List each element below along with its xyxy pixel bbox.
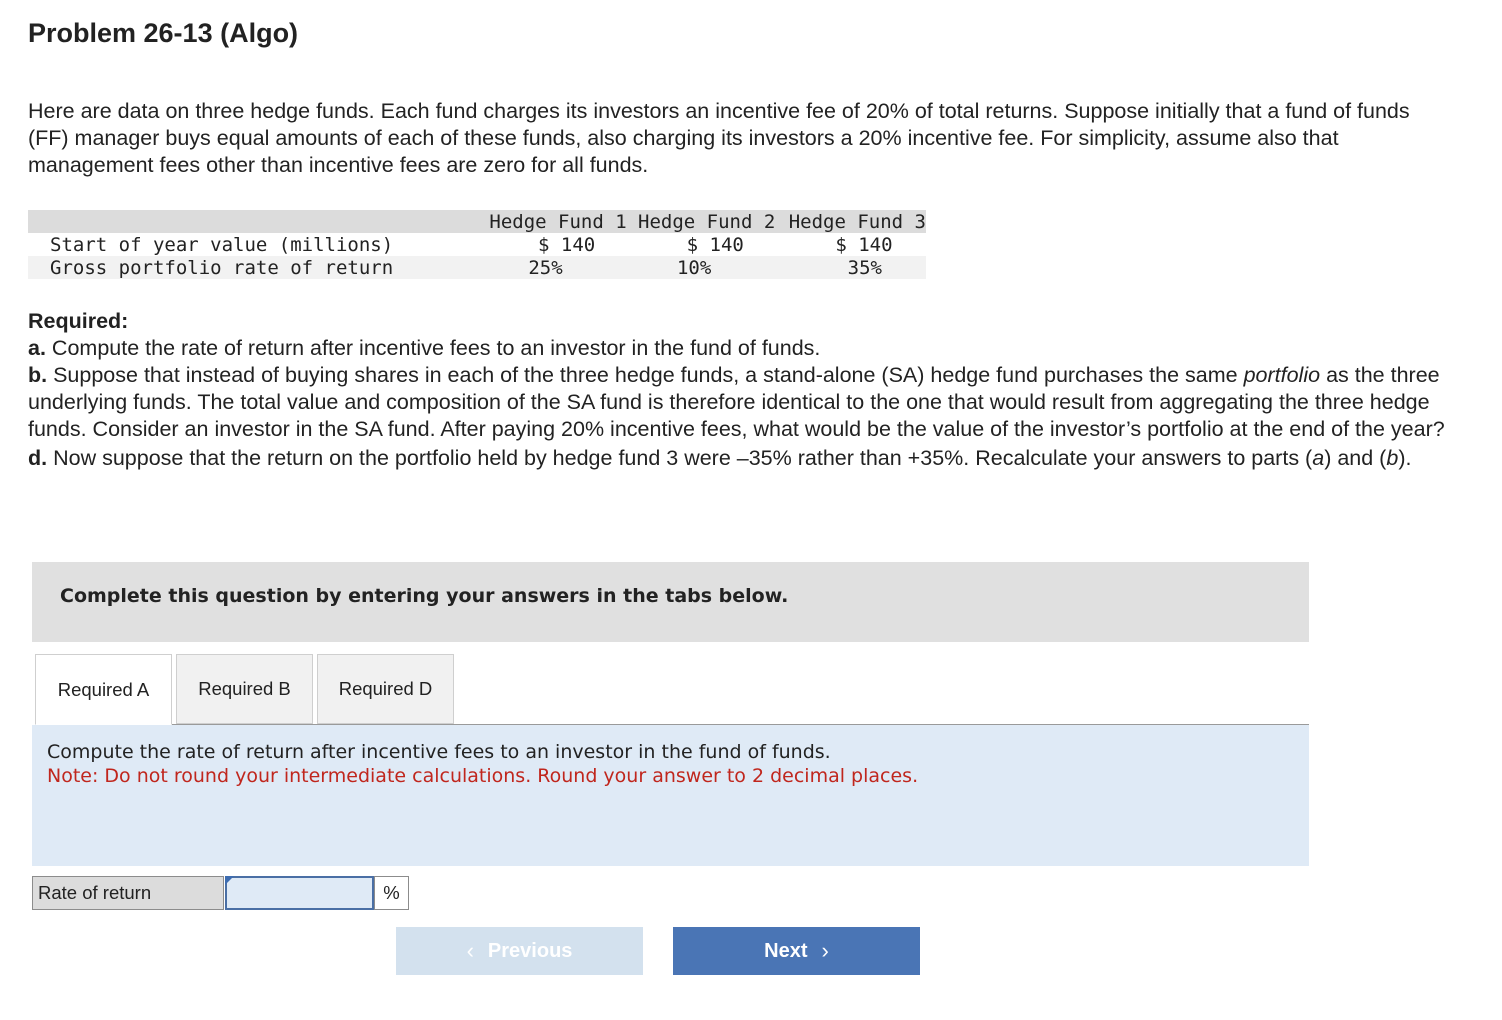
panel-note: Note: Do not round your intermediate calculations. Round your answer to 2 decimal places. <box>47 765 919 787</box>
required-d-part-a: a <box>1312 446 1325 470</box>
question-panel <box>32 725 1309 866</box>
rate-of-return-input[interactable] <box>225 876 374 910</box>
table-cell: $ 140 <box>538 233 596 256</box>
table-cell: $ 140 <box>686 233 744 256</box>
page-title: Problem 26-13 (Algo) <box>28 18 299 48</box>
table-header-cell: Hedge Fund 2 <box>627 210 776 233</box>
required-b-text-2: as the three underlying funds. The total value and composition of the SA fund is therefore identical to the one that would result from aggregating the three hedge funds. Consider an investor in the SA fund. After paying 20% incentive fees, what would be the value of the investor’s portfolio at the end of the year? <box>28 363 1445 441</box>
required-heading: Required: <box>28 309 129 333</box>
rate-of-return-label: Rate of return <box>32 876 224 910</box>
intro-paragraph: Here are data on three hedge funds. Each fund charges its investors an incentive fee of 20% of total returns. Suppose initially that a fund of funds (FF) manager buys equal amounts of each of these funds, also charging its investors a 20% incentive fee. For simplicity, assume also that management fees other than incentive fees are zero for all funds. <box>28 99 1410 177</box>
table-header-row <box>28 210 926 233</box>
required-b-label: b. <box>28 363 48 387</box>
required-a-text: Compute the rate of return after incentive fees to an investor in the fund of funds. <box>51 336 821 360</box>
table-row <box>28 233 926 256</box>
row-label: Start of year value (millions) <box>50 233 394 256</box>
table-cell: 35% <box>775 256 926 279</box>
required-a-label: a. <box>28 336 46 360</box>
chevron-right-icon: › <box>821 938 829 963</box>
required-d-part-b: b <box>1386 446 1399 470</box>
next-button[interactable] <box>673 927 920 975</box>
input-flag-icon <box>225 876 234 885</box>
tab-required-b[interactable]: Required B <box>176 654 313 724</box>
required-d: d. Now suppose that the return on the portfolio held by hedge fund 3 were –35% rather than +35%. Recalculate your answers to parts (a) and (b). <box>28 446 1412 470</box>
tab-required-d[interactable]: Required D <box>317 654 454 724</box>
chevron-left-icon: ‹ <box>466 938 474 963</box>
required-d-text: Now suppose that the return on the portfolio held by hedge fund 3 were –35% rather than +35%. Recalculate your answers to parts <box>53 446 1300 470</box>
panel-question: Compute the rate of return after incentive fees to an investor in the fund of funds. <box>47 741 831 763</box>
required-d-and: and <box>1337 446 1374 470</box>
table-header-cell: Hedge Fund 1 <box>478 210 627 233</box>
required-d-label: d. <box>28 446 48 470</box>
previous-label: Previous <box>487 939 573 962</box>
table-cell: $ 140 <box>835 233 893 256</box>
table-cell: 10% <box>627 256 776 279</box>
hedge-fund-table <box>28 210 926 279</box>
banner-text: Complete this question by entering your answers in the tabs below. <box>60 585 789 607</box>
required-b <box>28 362 1448 443</box>
table-header-cell <box>28 210 478 233</box>
required-a <box>28 335 1448 362</box>
required-b-text-1: Suppose that instead of buying shares in each of the three hedge funds, a stand-alone (SA) hedge fund purchases the same <box>53 363 1238 387</box>
instructions-banner <box>32 562 1309 642</box>
table-row <box>28 256 926 279</box>
percent-unit-label: % <box>374 876 409 910</box>
next-label: Next <box>764 939 808 962</box>
previous-button[interactable] <box>396 927 643 975</box>
table-header-cell: Hedge Fund 3 <box>775 210 926 233</box>
required-b-italic: portfolio <box>1243 363 1321 387</box>
table-cell: 25% <box>478 256 627 279</box>
required-section <box>28 308 1448 472</box>
tab-required-a[interactable]: Required A <box>35 654 172 725</box>
row-label: Gross portfolio rate of return <box>28 256 478 279</box>
